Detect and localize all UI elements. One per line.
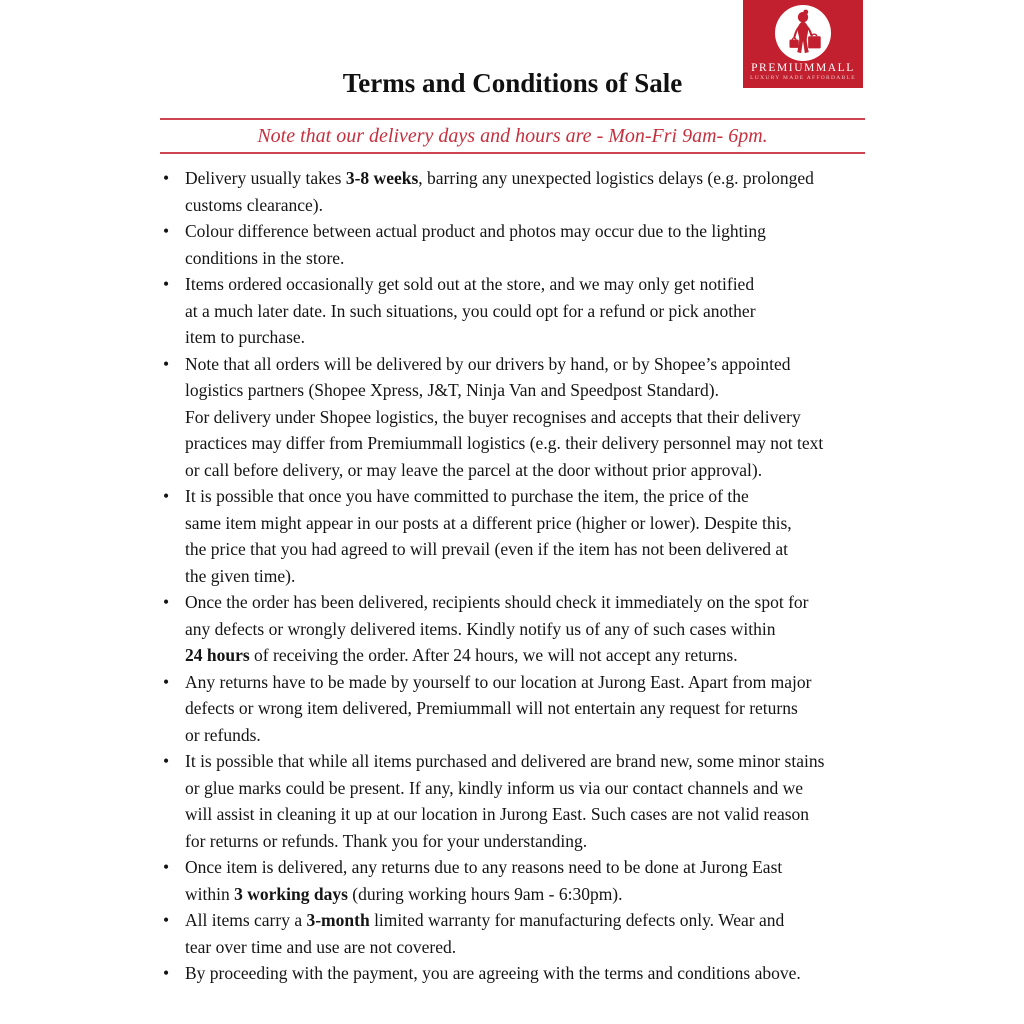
list-item: • Note that all orders will be delivered by our drivers by hand, or by Shopee’s appointed logistics partners (Shopee Xpress, J&T, Ninja Van and Speedpost Standard). For delivery under Shopee logistics, the buyer recognises and accepts that their delivery practices may differ from Premiummall logistics (e.g. their delivery personnel may not text or call before delivery, or may leave the parcel at the door without prior approval). xyxy=(160,351,865,484)
list-item: • All items carry a 3-month limited warranty for manufacturing defects only. Wear and tear over time and use are not covered. xyxy=(160,907,865,960)
document-content xyxy=(160,0,865,987)
list-item: • Delivery usually takes 3-8 weeks, barring any unexpected logistics delays (e.g. prolonged customs clearance). xyxy=(160,165,865,218)
delivery-notice-text: Note that our delivery days and hours are - Mon-Fri 9am- 6pm. xyxy=(257,125,768,147)
list-item: • Colour difference between actual product and photos may occur due to the lighting conditions in the store. xyxy=(160,218,865,271)
logo-name: PREMIUMMALL xyxy=(751,62,855,74)
bottom-divider xyxy=(160,152,865,154)
list-item: • It is possible that while all items purchased and delivered are brand new, some minor stains or glue marks could be present. If any, kindly inform us via our contact channels and we will assist in cleaning it up at our location in Jurong East. Such cases are not valid reason for returns or refunds. Thank you for your understanding. xyxy=(160,748,865,854)
terms-list xyxy=(160,165,865,987)
logo-tagline: LUXURY MADE AFFORDABLE xyxy=(750,75,856,81)
list-item: • Items ordered occasionally get sold out at the store, and we may only get notified at a much later date. In such situations, you could opt for a refund or pick another item to purchase. xyxy=(160,271,865,351)
list-item: • Any returns have to be made by yourself to our location at Jurong East. Apart from major defects or wrong item delivered, Premiummall will not entertain any request for returns or refunds. xyxy=(160,669,865,749)
list-item: • It is possible that once you have committed to purchase the item, the price of the same item might appear in our posts at a different price (higher or lower). Despite this, the price that you had agreed to will prevail (even if the item has not been delivered at the given time). xyxy=(160,483,865,589)
list-item: • Once the order has been delivered, recipients should check it immediately on the spot for any defects or wrongly delivered items. Kindly notify us of any of such cases within 24 hours of receiving the order. After 24 hours, we will not accept any returns. xyxy=(160,589,865,669)
page-title: Terms and Conditions of Sale xyxy=(342,68,683,98)
delivery-notice xyxy=(160,118,865,154)
list-item: • Once item is delivered, any returns due to any reasons need to be done at Jurong East within 3 working days (during working hours 9am - 6:30pm). xyxy=(160,854,865,907)
list-item: • By proceeding with the payment, you are agreeing with the terms and conditions above. xyxy=(160,960,865,987)
